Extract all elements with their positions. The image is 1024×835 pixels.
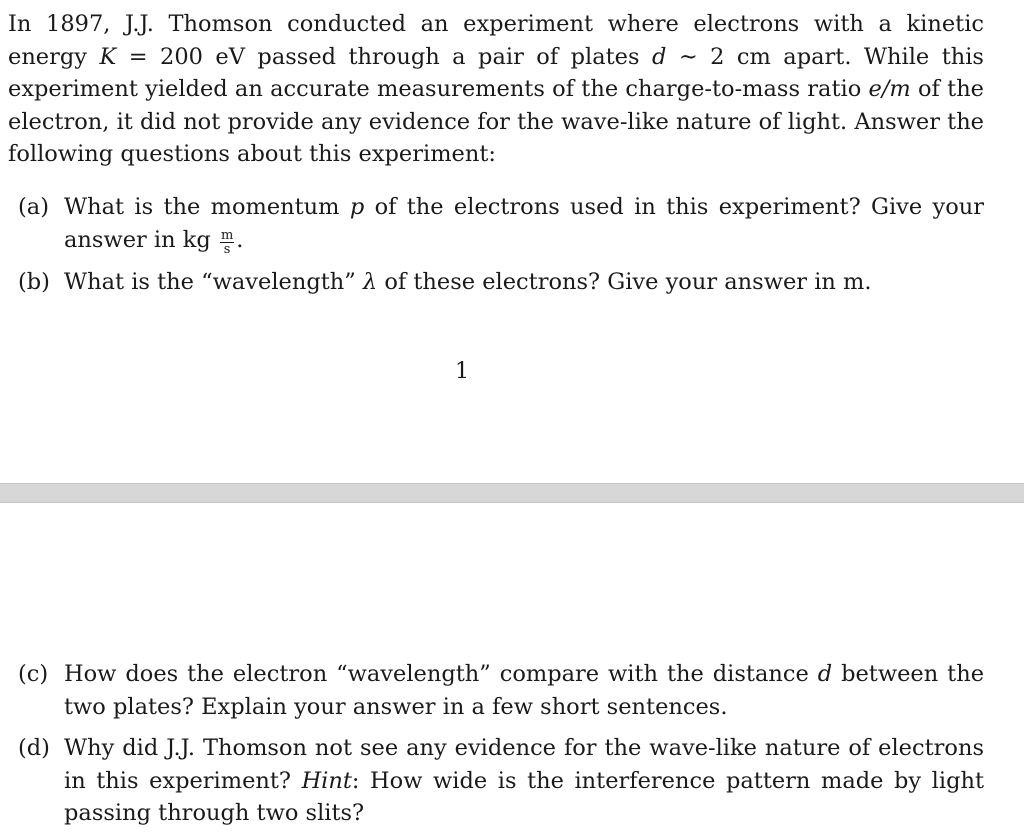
question-c-label: (c) (18, 661, 49, 687)
hint-label: Hint (301, 767, 352, 794)
kinetic-energy-variable: K (99, 43, 117, 70)
question-a-text-2: of the electrons used in this experiment? Give your answer in kg (64, 194, 984, 253)
momentum-variable: p (349, 194, 365, 220)
question-b-text-1: What is the “wavelength” (64, 269, 363, 295)
question-b-body (64, 266, 984, 299)
distance-variable: d (817, 661, 833, 687)
intro-text-1: In 1897, J.J. Thomson conducted an experiment where electrons with a kinetic energy (8, 11, 984, 70)
question-c (18, 658, 984, 723)
question-d-label: (d) (18, 735, 50, 761)
unit-numerator: m (220, 227, 234, 243)
question-b (18, 266, 984, 299)
page-number: 1 (454, 358, 470, 384)
intro-text-2: = 200 eV passed through a pair of plates (116, 43, 652, 70)
question-c-body (64, 658, 984, 723)
unit-denominator: s (223, 241, 231, 257)
page-separator (0, 483, 1024, 503)
question-d (18, 732, 984, 830)
question-d-body (64, 732, 984, 830)
question-d-text-1: Why did J.J. Thomson not see any evidence for the wave-like nature of electrons in this experiment? (64, 735, 984, 794)
question-b-label: (b) (18, 269, 50, 295)
charge-mass-ratio: e/m (868, 76, 911, 102)
plate-distance-variable: d (651, 43, 667, 70)
wavelength-variable: λ (362, 269, 378, 295)
question-c-text-2: between the two plates? Explain your answer in a few short sentences. (64, 661, 985, 720)
question-a-label: (a) (18, 194, 49, 220)
question-a-text-3: . (236, 226, 244, 253)
page-2 (0, 503, 1024, 835)
intro-text-3: ∼ 2 cm apart. While this experiment yielded an accurate measurements of the charge-to-mass ratio (8, 43, 984, 102)
intro-paragraph (8, 8, 984, 171)
question-a-text-1: What is the momentum (64, 194, 350, 220)
intro-text-4: of the electron, it did not provide any evidence for the wave-like nature of light. Answer the following questions about this experiment: (8, 76, 984, 167)
question-d-text-2: : How wide is the interference pattern made by light passing through two slits? (64, 767, 985, 826)
question-b-text-2: of these electrons? Give your answer in m. (377, 269, 872, 295)
question-a-body (64, 191, 984, 256)
question-a (18, 191, 984, 256)
unit-fraction (220, 227, 234, 257)
question-c-text-1: How does the electron “wavelength” compare with the distance (64, 661, 818, 687)
